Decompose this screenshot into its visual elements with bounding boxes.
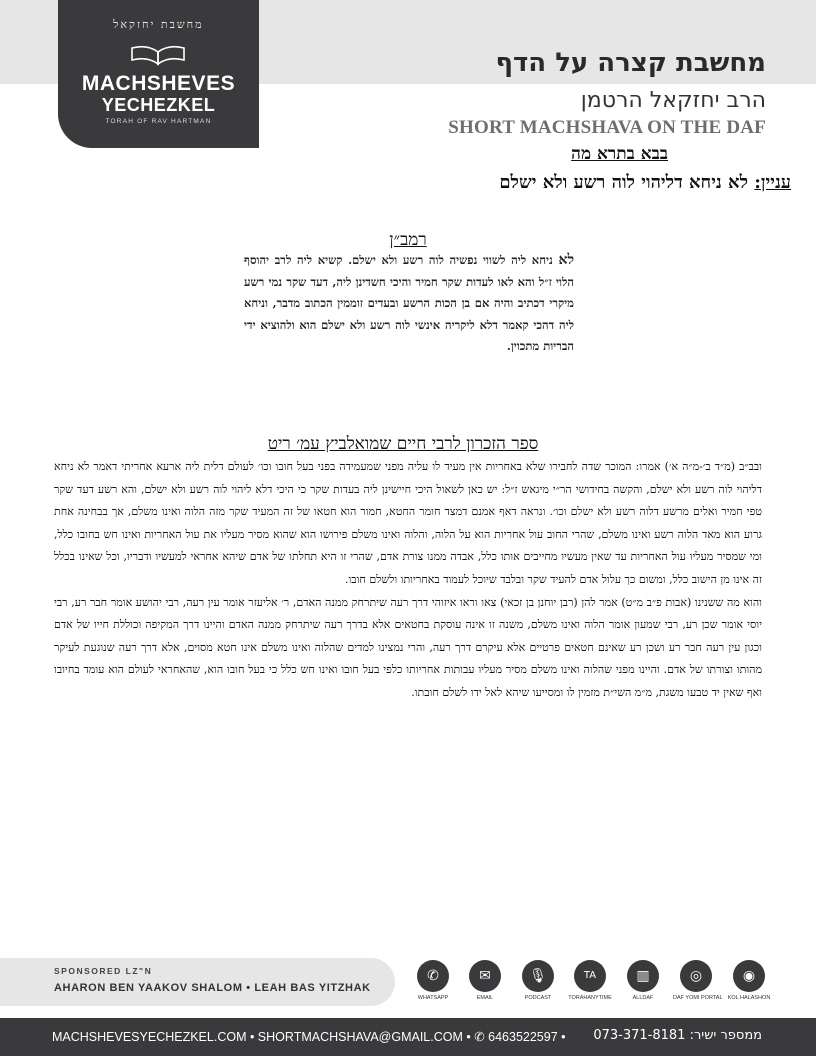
inyan-text: לא ניחא דליהוי לוה רשע ולא ישלם xyxy=(499,172,755,193)
podcast-label: PODCAST xyxy=(524,995,552,1001)
english-title: SHORT MACHSHAVA ON THE DAF xyxy=(448,117,766,138)
whatsapp-link[interactable] xyxy=(410,960,456,1001)
alldaf-link[interactable] xyxy=(620,960,666,1001)
podcast-link[interactable] xyxy=(515,960,561,1001)
podcast-icon: 🎙 xyxy=(522,960,554,992)
alldaf-icon: ▥ xyxy=(627,960,659,992)
phone-hebrew[interactable]: ממספר ישיר: 073-371-8181 xyxy=(593,1028,762,1043)
ramban-heading: רמב״ן xyxy=(389,230,427,250)
alldaf-label: ALLDAF xyxy=(632,995,654,1001)
torahanytime-icon: TA xyxy=(574,960,606,992)
whatsapp-icon: ✆ xyxy=(417,960,449,992)
contact-info[interactable]: MACHSHEVESYECHEZKEL.COM • SHORTMACHSHAVA@GMAIL.COM • ✆ 6463522597 • xyxy=(52,1030,566,1044)
sefer-paragraph-1: ובב״ב (מ״ד ב׳-מ״ה א׳) אמרו: המוכר שדה לחבירו שלא באחריות אין מעיד לו עליה מפני שמעמידה בפני בעל חובו וכו׳ לעולם דלית ליה ארעא אחריתי דאמר לא ניחא דליהוי לוה רשע ולא ישלם, והקשה בחידושי הר״י מיגאש ז״ל: יש כאן לשאול היכי חיישינן ליה בעדות שקר כי היכי דלא ליהוי לוה רשע ולא ישלם, והא רשע דעד שקר טפי חמיר ואלים מרשע דלוה רשע ולא ישלם וכו׳. ונראה דאף אמנם דמצד חומר החטא, חמור הוא חטאו של זה המעיד שקר מזה הלוה ואינו משלם, אך בבחינה אחת גרוע הוא מאד הלוה רשע ואינו משלם, שהרי החוב עול אחריות הוא על הלוה, והלוה ואינו משלם פירושו הוא שהוא מסיר מעליו את עול האחריות ואינו חש בחובו כלל, ומי שמסיר מעליו עול האחריות עד שאין מעשיו מחייבים אותו כלל, אבדה ממנו צורת אדם, שהרי זו היא תחלתו של אדם שיהא אחראי למעשיו ודבריו, וכל שאינו בכלל זה אינו מן הישוב כלל, ומשום כך עלול אדם להעיד שקר ובלבד שיוכל לעמוד באחריותו ולשלם חובו. xyxy=(54,460,762,586)
ramban-lead-word: לא xyxy=(558,252,574,268)
ramban-text xyxy=(244,250,574,358)
open-book-icon xyxy=(128,44,188,68)
email-icon: ✉ xyxy=(469,960,501,992)
kol-halashon-label: KOL HALASHON xyxy=(727,995,771,1001)
logo-tagline: TORAH OF RAV HARTMAN xyxy=(105,118,212,125)
dafyomi-portal-link[interactable] xyxy=(673,960,723,1001)
logo-line2: YECHEZKEL xyxy=(101,95,216,115)
rav-name: הרב יחזקאל הרטמן xyxy=(580,88,766,113)
page-title: מחשבת קצרה על הדף xyxy=(495,48,766,78)
inyan-label: עניין: xyxy=(754,172,791,193)
kol-halashon-link[interactable] xyxy=(726,960,772,1001)
email-label: EMAIL xyxy=(476,995,494,1001)
logo-hebrew: מחשבת יחזקאל xyxy=(113,18,204,31)
dafyomi-portal-icon: ◎ xyxy=(680,960,712,992)
sponsor-label: SPONSORED LZ"N xyxy=(54,966,153,976)
link-icons xyxy=(410,960,790,1006)
ramban-body: ניחא ליה לשווי נפשיה לוה רשע ולא ישלם. קשיא ליה לרב יהוסף הלוי ז״ל והא לאו לעדות שקר חמיר והיכי חשדינן ליה, דעד שקר נמי רשע מיקרי דכתיב והיה אם בן הכות הרשע ובעדים זוממין הכתוב מדבר, וניחא ליה דהכי קאמר דלא ליקריה אינשי לוה רשע ולא ישלם הוא ולהוציא ידי הבריות מתכוין. xyxy=(244,253,574,353)
inyan-heading xyxy=(499,172,791,193)
whatsapp-label: WHATSAPP xyxy=(417,995,449,1001)
sefer-heading: ספר הזכרון לרבי חיים שמואלביץ עמ׳ ריט xyxy=(267,434,539,454)
email-link[interactable] xyxy=(462,960,508,1001)
kol-halashon-icon: ◉ xyxy=(733,960,765,992)
dafyomi-portal-label: DAF YOMI PORTAL xyxy=(673,995,723,1001)
sefer-paragraph-2: והוא מה ששנינו (אבות פ״ב מ״ט) אמר להן (רבן יוחנן בן זכאי) צאו וראו איזוהי דרך רעה שיתרחק ממנה האדם, ר׳ אליעזר אומר עין רעה, רבי יהושע אומר חבר רע, רבי יוסי אומר שכן רע, רבי שמעון אומר הלוה ואינו משלם, משנה זו אינה עוסקת בחטאים אלא בדרך רעה שיתרחק ממנה האדם והיינו דרך המקיפה וכוללת חייו של אדם וכגון עין רעה חבר רע ושכן רע שאינם חטאים פרטיים אלא עיקרם דרך רעה, והרי נמצינו למדים שהלוה ואינו משלם אינו חטא מסוים, אלא דרך רעה שנוגעת לעיקר מהותו וצורתו של אדם. והיינו מפני שהלוה ואינו משלם מסיר מעליו עבותות אחריותו כלפי בעל חובו ואינו חש כלל כי בעל חובו הוא, שהאחראי לעולם הוא עומד בחיובו ואף שאין יד טבעו משגת, מ״מ השי״ת מזמין לו ומסייעו שיהא לאל ידו לשלם חובתו. xyxy=(54,595,762,699)
sponsor-names: AHARON BEN YAAKOV SHALOM • LEAH BAS YITZHAK xyxy=(54,982,371,994)
logo[interactable] xyxy=(58,0,259,148)
torahanytime-label: TORAHANYTIME xyxy=(568,995,612,1001)
masechta-title: בבא בתרא מה xyxy=(571,144,668,164)
sefer-text xyxy=(54,456,762,705)
logo-line1: MACHSHEVES xyxy=(81,72,236,95)
torahanytime-link[interactable] xyxy=(567,960,613,1001)
